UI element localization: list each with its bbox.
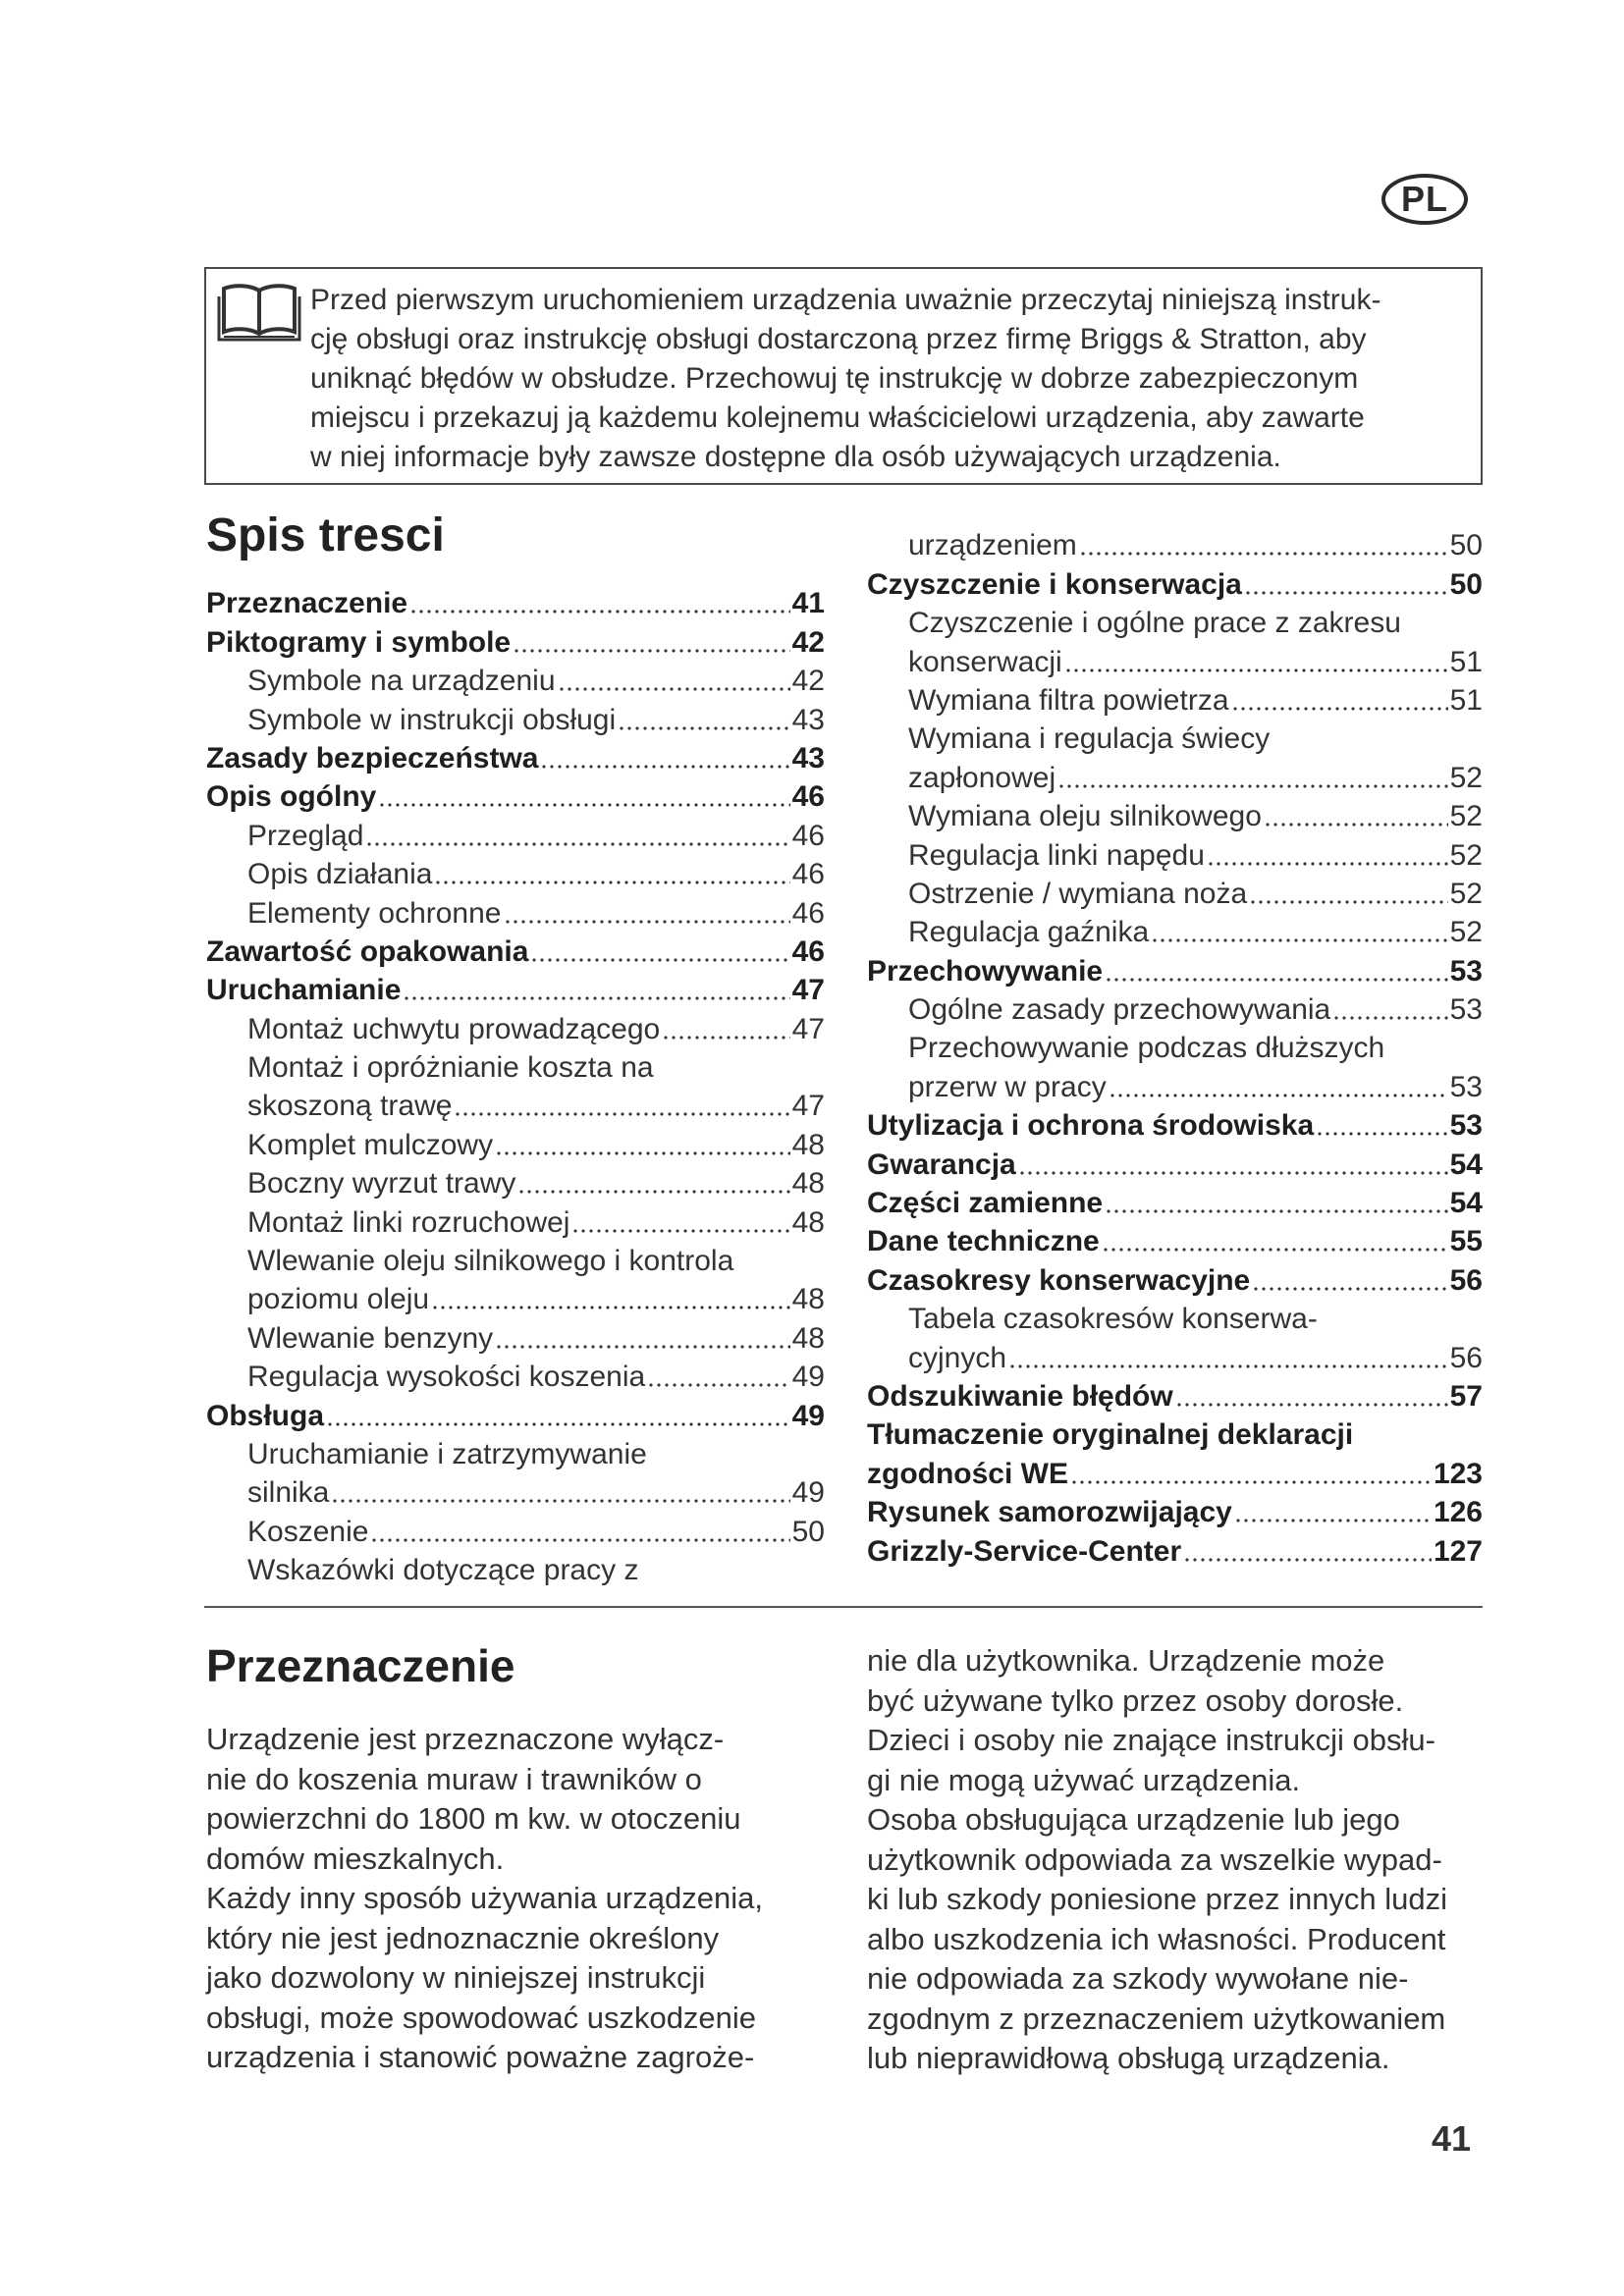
toc-entry-title: Zawartość opakowania — [206, 934, 529, 968]
toc-page-number: 49 — [791, 1399, 825, 1432]
toc-dot-leader — [495, 1343, 790, 1351]
toc-entry-title: Przeznaczenie — [206, 587, 408, 620]
toc-dot-leader — [1105, 1207, 1448, 1215]
toc-entry-title: Piktogramy i symbole — [206, 625, 512, 659]
toc-entry-title: Elementy ochronne — [247, 896, 502, 930]
read-manual-notice — [204, 267, 1483, 485]
body-line: Każdy inny sposób używania urządzenia, — [206, 1881, 763, 1915]
toc-page-number: 48 — [791, 1205, 825, 1239]
toc-right-column — [867, 525, 1483, 1570]
body-line: jako dozwolony w niniejszej instrukcji — [206, 1960, 706, 1995]
toc-page-number: 51 — [1449, 683, 1483, 717]
toc-entry[interactable] — [206, 1241, 825, 1279]
toc-entry[interactable] — [206, 1008, 825, 1046]
toc-entry-title: Boczny wyrzut trawy — [247, 1167, 516, 1201]
toc-page-number: 53 — [1449, 1109, 1483, 1143]
toc-page-number: 56 — [1449, 1341, 1483, 1374]
toc-entry-title: Regulacja wysokości koszenia — [247, 1361, 646, 1394]
toc-page-number: 43 — [791, 741, 825, 774]
open-book-icon — [216, 283, 302, 344]
toc-entry[interactable] — [867, 563, 1483, 602]
notice-line: uniknąć błędów w obsłudze. Przechowuj tę instrukcję w dobrze zabezpieczonym — [310, 362, 1359, 395]
toc-entry[interactable] — [206, 1550, 825, 1588]
toc-entry[interactable] — [867, 1415, 1483, 1453]
toc-dot-leader — [1252, 1285, 1447, 1293]
toc-entry[interactable] — [206, 815, 825, 853]
toc-entry-title: cyjnych — [908, 1341, 1007, 1374]
toc-entry[interactable] — [206, 1124, 825, 1162]
toc-dot-leader — [403, 994, 789, 1002]
section-body-left — [206, 1720, 835, 2078]
toc-page-number: 49 — [791, 1476, 825, 1510]
toc-entry-title: Wymiana filtra powietrza — [908, 683, 1229, 717]
toc-page-number: 50 — [791, 1515, 825, 1548]
toc-entry-title: Zasady bezpieczeństwa — [206, 741, 539, 774]
toc-page-number: 52 — [1449, 761, 1483, 794]
toc-entry[interactable] — [867, 834, 1483, 873]
toc-entry[interactable] — [206, 892, 825, 931]
toc-entry-title: Opis ogólny — [206, 780, 377, 814]
toc-entry-title: Montaż i opróżnianie koszta na — [247, 1051, 654, 1085]
toc-entry-title: Wlewanie benzyny — [247, 1321, 494, 1355]
toc-entry[interactable] — [867, 719, 1483, 757]
toc-entry-title: Wlewanie oleju silnikowego i kontrola — [247, 1245, 734, 1278]
toc-entry-title: Grizzly-Service-Center — [867, 1534, 1182, 1568]
body-line: ki lub szkody poniesione przez innych ludzi — [867, 1882, 1448, 1916]
toc-entry-title: urządzeniem — [908, 529, 1077, 562]
toc-entry[interactable] — [867, 603, 1483, 641]
toc-entry-title: silnika — [247, 1476, 330, 1510]
toc-entry[interactable] — [867, 1259, 1483, 1298]
toc-entry[interactable] — [867, 525, 1483, 563]
toc-dot-leader — [1070, 1478, 1432, 1486]
toc-entry-title: Utylizacja i ochrona środowiska — [867, 1109, 1315, 1143]
toc-page-number: 46 — [791, 858, 825, 891]
body-line: obsługi, może spowodować uszkodzenie — [206, 2000, 757, 2035]
toc-dot-leader — [1057, 782, 1448, 790]
toc-entry-title: Regulacja gaźnika — [908, 916, 1150, 949]
toc-entry-title: Tłumaczenie oryginalnej deklaracji — [867, 1418, 1354, 1452]
toc-dot-leader — [504, 918, 790, 926]
section-divider — [204, 1606, 1483, 1608]
toc-entry-title: Przechowywanie — [867, 954, 1104, 988]
toc-page-number: 46 — [791, 819, 825, 852]
toc-dot-leader — [530, 956, 789, 964]
toc-entry[interactable] — [206, 699, 825, 737]
toc-entry[interactable] — [867, 1453, 1483, 1491]
toc-entry[interactable] — [206, 776, 825, 815]
toc-entry-title: Odszukiwanie błędów — [867, 1379, 1173, 1413]
body-line: domów mieszkalnych. — [206, 1841, 505, 1876]
toc-dot-leader — [454, 1110, 789, 1118]
toc-entry[interactable] — [867, 1144, 1483, 1182]
toc-entry[interactable] — [867, 1299, 1483, 1337]
toc-entry-title: Przechowywanie podczas dłuższych — [908, 1032, 1385, 1065]
toc-entry[interactable] — [867, 1492, 1483, 1530]
toc-entry[interactable] — [206, 1472, 825, 1511]
toc-entry-title: Rysunek samorozwijający — [867, 1496, 1232, 1529]
body-line: nie do koszenia muraw i trawników o — [206, 1761, 702, 1796]
toc-entry[interactable] — [206, 1279, 825, 1317]
toc-entry[interactable] — [867, 1183, 1483, 1221]
toc-entry[interactable] — [206, 932, 825, 970]
toc-entry[interactable] — [206, 661, 825, 699]
toc-entry-title: Ogólne zasady przechowywania — [908, 993, 1331, 1027]
toc-entry[interactable] — [867, 1028, 1483, 1066]
toc-page-number: 49 — [791, 1361, 825, 1394]
body-line: Urządzenie jest przeznaczone wyłącz- — [206, 1722, 725, 1756]
toc-dot-leader — [378, 801, 789, 809]
toc-entry-title: Koszenie — [247, 1515, 369, 1548]
toc-page-number: 43 — [791, 703, 825, 736]
toc-left-column — [206, 583, 825, 1588]
body-line: powierzchni do 1800 m kw. w otoczeniu — [206, 1801, 741, 1836]
body-line: lub nieprawidłową obsługą urządzenia. — [867, 2041, 1390, 2075]
toc-entry[interactable] — [206, 854, 825, 892]
toc-entry-title: Uruchamianie i zatrzymywanie — [247, 1437, 647, 1470]
toc-dot-leader — [1175, 1401, 1448, 1409]
toc-dot-leader — [1102, 1246, 1448, 1254]
page-number: 41 — [1432, 2118, 1472, 2159]
toc-page-number: 42 — [791, 665, 825, 698]
toc-entry-title: Symbole na urządzeniu — [247, 665, 556, 698]
toc-page-number: 53 — [1449, 1070, 1483, 1103]
body-line: który nie jest jednoznacznie określony — [206, 1920, 720, 1955]
toc-dot-leader — [1183, 1556, 1432, 1564]
toc-dot-leader — [540, 763, 789, 771]
toc-entry[interactable] — [206, 1317, 825, 1356]
toc-dot-leader — [1234, 1517, 1432, 1524]
toc-dot-leader — [326, 1420, 790, 1428]
toc-entry[interactable] — [867, 874, 1483, 912]
toc-entry[interactable] — [206, 621, 825, 660]
toc-entry[interactable] — [206, 583, 825, 621]
toc-dot-leader — [1316, 1130, 1447, 1138]
toc-entry-title: Gwarancja — [867, 1148, 1016, 1181]
toc-entry[interactable] — [867, 757, 1483, 795]
toc-entry[interactable] — [867, 912, 1483, 950]
toc-entry-title: Montaż linki rozruchowej — [247, 1205, 570, 1239]
toc-entry[interactable] — [867, 680, 1483, 719]
notice-line: miejscu i przekazuj ją każdemu kolejnemu właścicielowi urządzenia, aby zawarte — [310, 401, 1365, 434]
toc-dot-leader — [1064, 667, 1448, 674]
toc-entry-title: Tabela czasokresów konserwa- — [908, 1303, 1318, 1336]
toc-entry-title: Wymiana oleju silnikowego — [908, 800, 1262, 833]
toc-page-number: 46 — [791, 780, 825, 814]
toc-page-number: 52 — [1449, 877, 1483, 910]
body-line: nie odpowiada za szkody wywołane nie- — [867, 1961, 1409, 1996]
section-title: Przeznaczenie — [206, 1640, 515, 1691]
toc-dot-leader — [1249, 898, 1447, 906]
toc-entry[interactable] — [867, 641, 1483, 679]
toc-entry-title: Czyszczenie i ogólne prace z zakresu — [908, 607, 1401, 640]
toc-dot-leader — [1244, 589, 1448, 597]
toc-page-number: 47 — [791, 1090, 825, 1123]
toc-dot-leader — [495, 1149, 790, 1157]
toc-dot-leader — [1109, 1092, 1448, 1099]
toc-entry[interactable] — [206, 1511, 825, 1549]
toc-page-number: 123 — [1433, 1457, 1483, 1490]
toc-page-number: 51 — [1449, 645, 1483, 678]
toc-entry-title: zapłonowej — [908, 761, 1056, 794]
toc-entry[interactable] — [867, 796, 1483, 834]
body-line: Osoba obsługująca urządzenie lub jego — [867, 1802, 1400, 1837]
toc-page-number: 57 — [1449, 1379, 1483, 1413]
toc-entry-title: Wymiana i regulacja świecy — [908, 722, 1271, 756]
toc-page-number: 53 — [1449, 954, 1483, 988]
toc-dot-leader — [513, 647, 790, 655]
toc-entry[interactable] — [867, 950, 1483, 988]
toc-page-number: 47 — [791, 1012, 825, 1045]
body-line: być używane tylko przez osoby dorosłe. — [867, 1682, 1404, 1718]
toc-entry[interactable] — [867, 989, 1483, 1028]
toc-page-number: 54 — [1449, 1187, 1483, 1220]
toc-page-number: 50 — [1449, 567, 1483, 601]
toc-dot-leader — [1008, 1362, 1448, 1370]
toc-page-number: 48 — [791, 1283, 825, 1316]
body-line: albo uszkodzenia ich własności. Producent — [867, 1921, 1446, 1956]
toc-dot-leader — [409, 608, 790, 615]
toc-entry-title: skoszoną trawę — [247, 1090, 453, 1123]
toc-entry[interactable] — [206, 1201, 825, 1240]
toc-entry-title: Części zamienne — [867, 1187, 1104, 1220]
toc-dot-leader — [1105, 976, 1448, 984]
toc-entry-title: Czyszczenie i konserwacja — [867, 567, 1242, 601]
body-line: nie dla użytkownika. Urządzenie może — [867, 1643, 1385, 1678]
toc-entry-title: Ostrzenie / wymiana noża — [908, 877, 1248, 910]
toc-entry[interactable] — [867, 1105, 1483, 1144]
toc-entry[interactable] — [206, 1357, 825, 1395]
toc-dot-leader — [1231, 705, 1448, 713]
toc-page-number: 48 — [791, 1167, 825, 1201]
toc-entry[interactable] — [206, 738, 825, 776]
body-line: zgodnym z przeznaczeniem użytkowaniem — [867, 2001, 1446, 2036]
toc-page-number: 42 — [791, 625, 825, 659]
toc-entry[interactable] — [867, 1376, 1483, 1415]
section-body-right — [867, 1641, 1486, 2079]
toc-dot-leader — [431, 1304, 790, 1311]
toc-entry-title: Uruchamianie — [206, 974, 402, 1007]
toc-dot-leader — [517, 1188, 789, 1196]
toc-dot-leader — [558, 685, 790, 693]
toc-dot-leader — [1018, 1169, 1448, 1177]
toc-entry[interactable] — [867, 1530, 1483, 1569]
toc-entry-title: Wskazówki dotyczące pracy z — [247, 1554, 639, 1587]
toc-page-number: 48 — [791, 1128, 825, 1161]
toc-page-number: 126 — [1433, 1496, 1483, 1529]
notice-line: Przed pierwszym uruchomieniem urządzenia uważnie przeczytaj niniejszą instruk- — [310, 284, 1381, 316]
toc-entry[interactable] — [867, 1337, 1483, 1375]
toc-dot-leader — [618, 724, 789, 732]
notice-text — [310, 281, 1467, 477]
toc-entry-title: Przegląd — [247, 819, 364, 852]
toc-page-number: 53 — [1449, 993, 1483, 1027]
toc-entry[interactable] — [206, 1163, 825, 1201]
toc-entry[interactable] — [206, 1086, 825, 1124]
toc-entry-title: przerw w pracy — [908, 1070, 1107, 1103]
toc-page-number: 127 — [1433, 1534, 1483, 1568]
toc-page-number: 48 — [791, 1321, 825, 1355]
toc-entry[interactable] — [206, 1434, 825, 1472]
toc-entry[interactable] — [867, 1066, 1483, 1104]
toc-entry-title: Dane techniczne — [867, 1225, 1100, 1258]
toc-page-number: 46 — [791, 934, 825, 968]
toc-entry-title: Obsługa — [206, 1399, 325, 1432]
toc-page-number: 46 — [791, 896, 825, 930]
language-badge: PL — [1381, 174, 1468, 225]
toc-page-number: 56 — [1449, 1263, 1483, 1297]
notice-line: cję obsługi oraz instrukcję obsługi dostarczoną przez firmę Briggs & Stratton, aby — [310, 323, 1367, 355]
toc-page-number: 41 — [791, 587, 825, 620]
toc-entry[interactable] — [206, 1047, 825, 1086]
toc-entry-title: poziomu oleju — [247, 1283, 430, 1316]
body-line: użytkownik odpowiada za wszelkie wypad- — [867, 1842, 1442, 1877]
toc-entry-title: Opis działania — [247, 858, 433, 891]
toc-page-number: 52 — [1449, 800, 1483, 833]
toc-dot-leader — [1264, 821, 1448, 828]
toc-dot-leader — [1207, 860, 1448, 868]
toc-entry-title: Regulacja linki napędu — [908, 838, 1205, 872]
toc-dot-leader — [434, 879, 789, 886]
toc-entry-title: Symbole w instrukcji obsługi — [247, 703, 617, 736]
toc-entry[interactable] — [206, 970, 825, 1008]
body-line: urządzenia i stanowić poważne zagroże- — [206, 2040, 755, 2074]
toc-page-number: 55 — [1449, 1225, 1483, 1258]
body-line: gi nie mogą używać urządzenia. — [867, 1762, 1301, 1797]
toc-dot-leader — [662, 1034, 789, 1041]
toc-dot-leader — [331, 1497, 789, 1505]
toc-dot-leader — [1151, 936, 1447, 944]
toc-entry-title: konserwacji — [908, 645, 1062, 678]
toc-dot-leader — [365, 840, 789, 848]
toc-page-number: 52 — [1449, 838, 1483, 872]
toc-entry[interactable] — [867, 1221, 1483, 1259]
toc-title: Spis tresci — [206, 509, 445, 561]
toc-entry-title: Montaż uchwytu prowadzącego — [247, 1012, 661, 1045]
toc-entry-title: Czasokresy konserwacyjne — [867, 1263, 1251, 1297]
toc-dot-leader — [370, 1536, 789, 1544]
toc-page-number: 54 — [1449, 1148, 1483, 1181]
toc-entry[interactable] — [206, 1395, 825, 1433]
body-line: Dzieci i osoby nie znające instrukcji obsłu- — [867, 1723, 1435, 1757]
toc-page-number: 52 — [1449, 916, 1483, 949]
toc-page-number: 47 — [791, 974, 825, 1007]
notice-line: w niej informacje były zawsze dostępne dla osób używających urządzenia. — [310, 441, 1281, 473]
toc-dot-leader — [571, 1227, 789, 1235]
toc-entry-title: Komplet mulczowy — [247, 1128, 494, 1161]
toc-page-number: 50 — [1449, 529, 1483, 562]
toc-dot-leader — [1079, 550, 1448, 558]
toc-dot-leader — [1332, 1014, 1447, 1022]
toc-dot-leader — [647, 1381, 789, 1389]
toc-entry-title: zgodności WE — [867, 1457, 1068, 1490]
